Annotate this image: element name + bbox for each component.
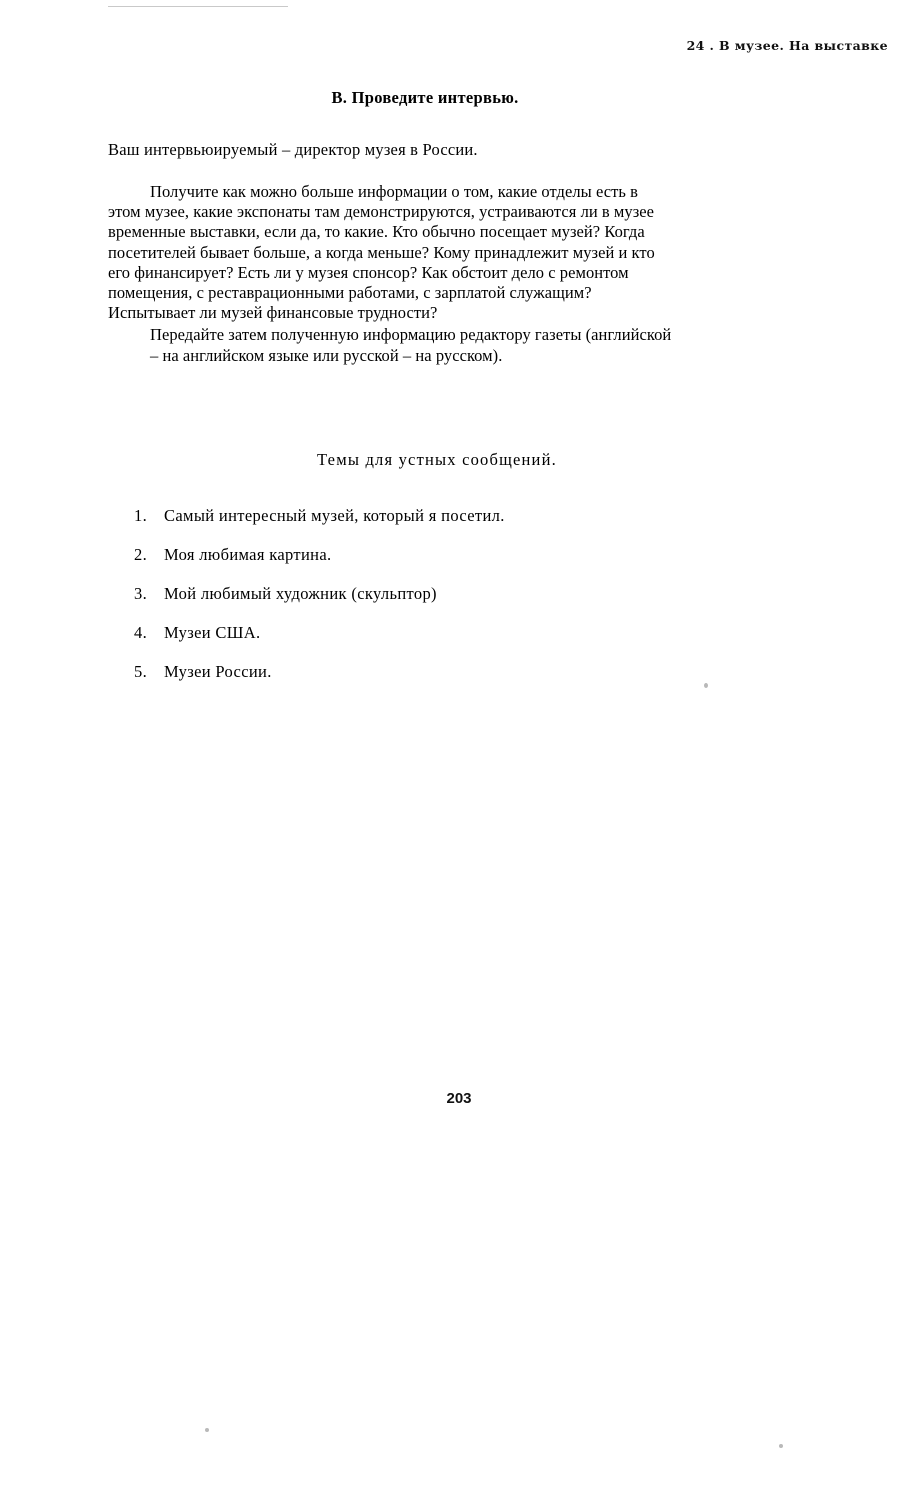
task-line: Получите как можно больше информации о том, какие отделы есть в xyxy=(150,182,638,201)
topics-list xyxy=(108,506,832,682)
page-content xyxy=(108,88,832,701)
list-item xyxy=(134,506,832,526)
topics-heading: Темы для устных сообщений. xyxy=(317,449,557,469)
list-item-text: Самый интересный музей, который я посетил. xyxy=(164,505,505,525)
task-line: этом музее, какие экспонаты там демонстрируются, устраиваются ли в музее xyxy=(108,202,655,222)
list-item-text: Моя любимая картина. xyxy=(164,544,332,564)
page-number: 203 xyxy=(446,1090,472,1107)
list-item-text: Музеи США. xyxy=(164,622,261,642)
interview-lead-line: Ваш интервьюируемый – директор музея в России. xyxy=(108,140,478,159)
scan-artifact-line xyxy=(108,6,288,7)
section-heading: В. Проведите интервью. xyxy=(331,88,519,107)
list-item-number: 4. xyxy=(134,622,148,642)
task-line: помещения, с реставрационными работами, с зарплатой служащим? xyxy=(108,283,592,303)
list-item xyxy=(134,584,832,604)
list-item-number: 3. xyxy=(134,583,148,603)
list-item-number: 2. xyxy=(134,544,148,564)
closing-line-2: – на английском языке или русской – на русском). xyxy=(150,345,503,365)
closing-paragraph xyxy=(108,325,832,365)
running-header: 24 . В музее. На выставке xyxy=(686,38,888,53)
list-item-text: Мой любимый художник (скульптор) xyxy=(164,583,437,603)
list-item-number: 5. xyxy=(134,661,148,681)
list-item-text: Музеи России. xyxy=(164,661,272,681)
scan-artifact-speck xyxy=(205,1428,209,1432)
task-line: его финансирует? Есть ли у музея спонсор? Как обстоит дело с ремонтом xyxy=(108,262,629,282)
list-item xyxy=(134,623,832,643)
task-line: посетителей бывает больше, а когда меньше? Кому принадлежит музей и кто xyxy=(108,242,655,262)
task-line: временные выставки, если да, то какие. Кто обычно посещает музей? Когда xyxy=(108,222,645,242)
scan-artifact-speck xyxy=(779,1444,783,1448)
list-item-number: 1. xyxy=(134,505,148,525)
list-item xyxy=(134,545,832,565)
task-line: Испытывает ли музей финансовые трудности? xyxy=(108,303,438,323)
task-paragraph xyxy=(108,182,832,366)
list-item xyxy=(134,662,832,682)
closing-line-1: Передайте затем полученную информацию редактору газеты (английской xyxy=(150,325,672,345)
